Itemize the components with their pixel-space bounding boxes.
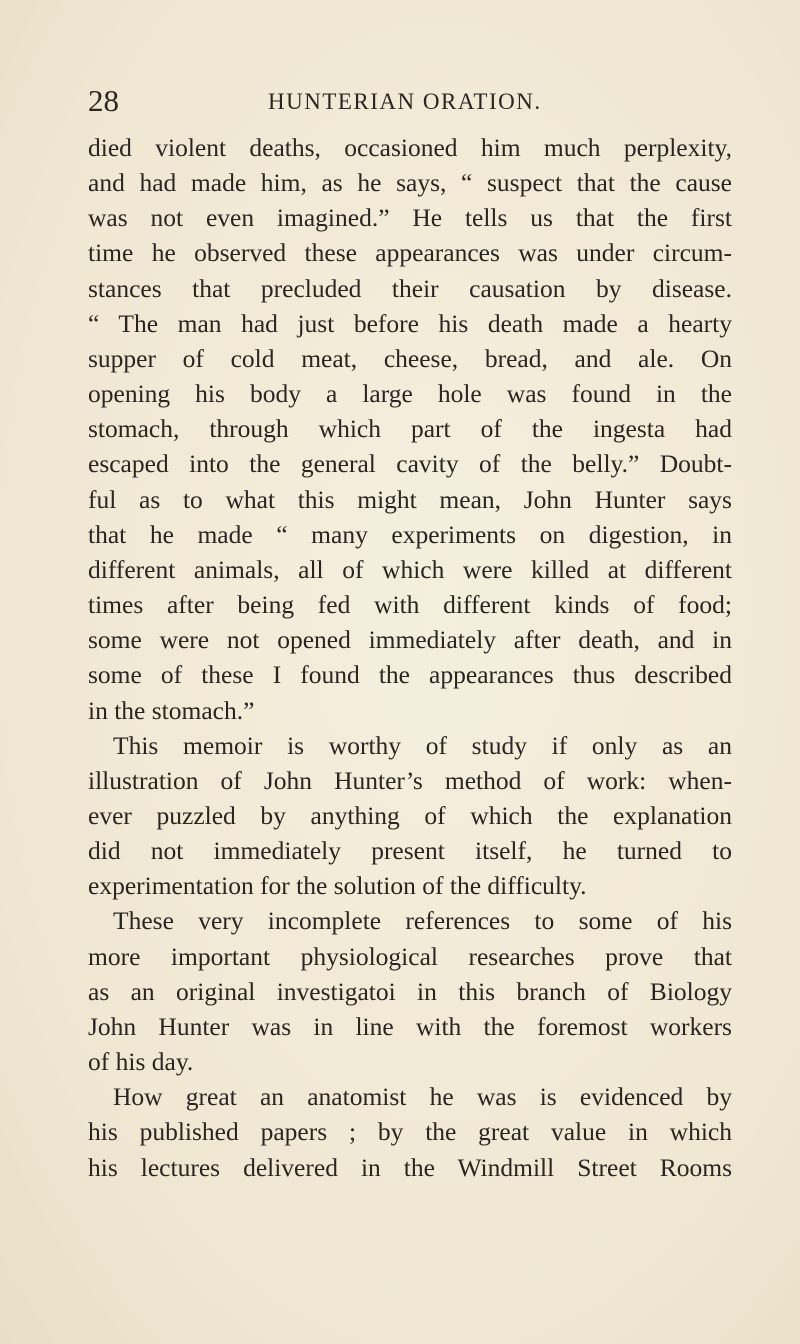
text-line: “ The man had just before his death made a hearty [88,308,732,338]
text-line: stomach, through which part of the ingesta had [88,414,732,444]
text-line: opening his body a large hole was found in the [88,379,732,409]
text-line: How great an anatomist he was is evidenced by [113,1082,732,1112]
text-line: died violent deaths, occasioned him much perplexity, [88,133,732,162]
paragraph [88,1079,732,1184]
page-header [88,83,728,119]
text-line: some were not opened immediately after death, and in [88,625,732,655]
body-text [88,130,732,1185]
page-number: 28 [88,83,119,118]
text-line: This memoir is worthy of study if only as an [113,730,732,760]
text-line: supper of cold meat, cheese, bread, and ale. On [88,343,732,373]
text-line: as an original investigatoi in this branch of Biology [88,976,732,1006]
text-line: time he observed these appearances was under circum- [88,238,732,268]
text-line: ever puzzled by anything of which the explanation [88,800,732,830]
text-line: some of these I found the appearances thus described [88,660,732,690]
text-line: was not even imagined.” He tells us that the first [88,203,732,233]
text-line: ful as to what this might mean, John Hunter says [88,484,732,514]
running-head: HUNTERIAN ORATION. [268,89,542,114]
text-line: and had made him, as he says, “ suspect that the cause [88,168,732,198]
text-line: times after being fed with different kinds of food; [88,590,732,620]
text-line: different animals, all of which were killed at different [88,554,732,584]
paragraph [88,903,732,1079]
text-line: escaped into the general cavity of the belly.” Doubt- [88,449,732,479]
text-line: did not immediately present itself, he turned to [88,836,732,866]
text-line: his lectures delivered in the Windmill Street Rooms [88,1152,732,1182]
paragraph [88,130,732,728]
text-line: more important physiological researches prove that [88,941,732,971]
text-line: his published papers ; by the great value in which [88,1117,732,1147]
text-line: that he made “ many experiments on digestion, in [88,519,732,549]
text-line: These very incomplete references to some of his [113,906,732,936]
text-line: stances that precluded their causation by disease. [88,273,732,303]
text-line: of his day. [88,1047,194,1077]
text-line: in the stomach.” [88,695,255,725]
text-line: illustration of John Hunter’s method of work: when- [88,765,732,795]
text-line: experimentation for the solution of the difficulty. [88,871,587,901]
paragraph [88,728,732,904]
text-line: John Hunter was in line with the foremost workers [88,1011,732,1041]
